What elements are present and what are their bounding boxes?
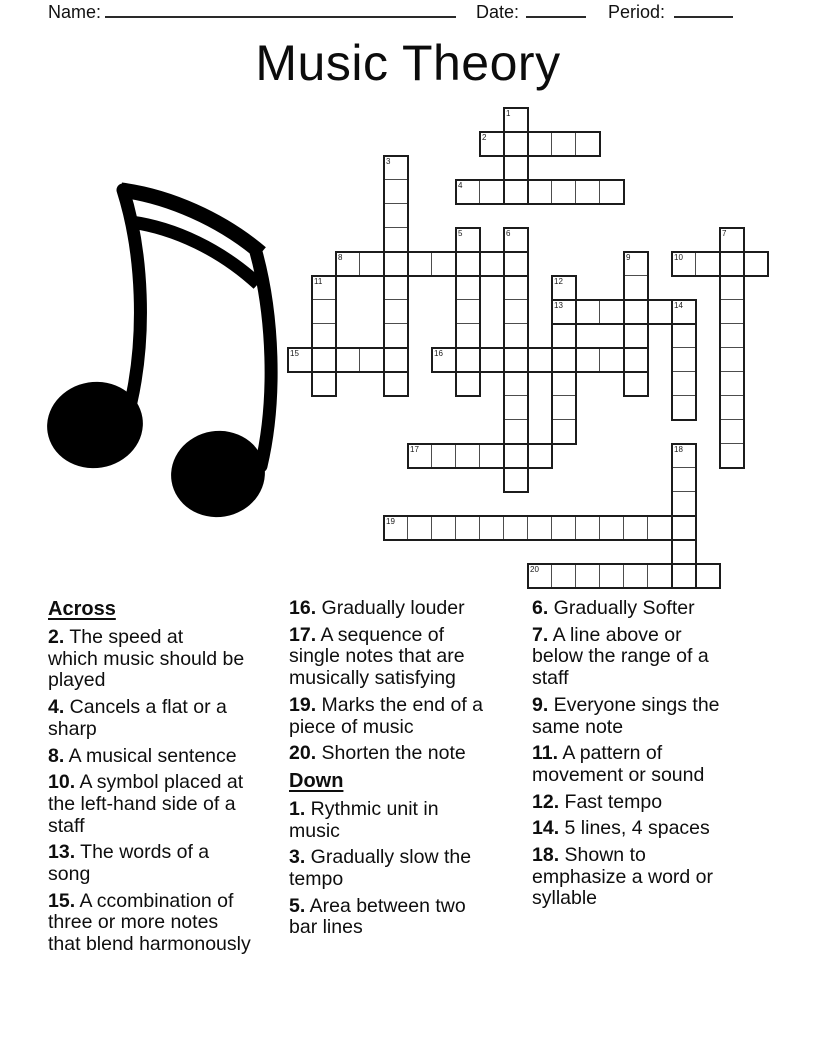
grid-cell[interactable] <box>552 564 576 588</box>
grid-cell[interactable] <box>720 228 744 252</box>
grid-cell[interactable] <box>384 252 408 276</box>
cell-number-9: 9 <box>626 253 631 262</box>
grid-cell[interactable] <box>600 516 624 540</box>
grid-cell[interactable] <box>504 348 528 372</box>
grid-cell[interactable] <box>600 564 624 588</box>
grid-cell[interactable] <box>672 468 696 492</box>
clue-column-across <box>48 598 298 961</box>
grid-cell[interactable] <box>480 444 504 468</box>
cell-number-2: 2 <box>482 133 487 142</box>
clue-item-15: 15. A ccombination of three or more notes that blend harmonously <box>48 889 251 956</box>
clue-number: 16. <box>289 597 317 619</box>
grid-cell[interactable] <box>456 324 480 348</box>
grid-cell[interactable] <box>624 348 648 372</box>
grid-cell[interactable] <box>600 348 624 372</box>
grid-cell[interactable] <box>336 348 360 372</box>
cell-number-5: 5 <box>458 229 463 238</box>
grid-cell[interactable] <box>384 156 408 180</box>
grid-cell[interactable] <box>480 516 504 540</box>
grid-cell[interactable] <box>504 156 528 180</box>
cell-number-11: 11 <box>314 277 323 286</box>
grid-cell[interactable] <box>552 372 576 396</box>
grid-cell[interactable] <box>432 348 456 372</box>
clue-number: 2. <box>48 626 65 648</box>
grid-cell[interactable] <box>456 228 480 252</box>
grid-cell[interactable] <box>552 276 576 300</box>
clue-number: 4. <box>48 696 65 719</box>
clue-item-9: 9. Everyone sings the same note <box>532 693 720 738</box>
clue-column-middle <box>289 598 531 944</box>
clue-item-12: 12. Fast tempo <box>532 790 663 813</box>
grid-cell[interactable] <box>648 564 672 588</box>
grid-cell[interactable] <box>480 132 504 156</box>
clue-number: 7. <box>532 623 549 646</box>
page-title: Music Theory <box>255 35 561 91</box>
grid-cell[interactable] <box>624 300 648 324</box>
grid-cell[interactable] <box>576 132 600 156</box>
grid-cell[interactable] <box>312 300 336 324</box>
clue-number: 14. <box>532 817 560 840</box>
grid-cell[interactable] <box>720 252 744 276</box>
clue-item-8: 8. A musical sentence <box>48 744 237 767</box>
cell-number-17: 17 <box>410 445 419 454</box>
grid-cell[interactable] <box>648 300 672 324</box>
grid-cell[interactable] <box>720 276 744 300</box>
clue-number: 15. <box>48 889 76 912</box>
grid-cell[interactable] <box>672 492 696 516</box>
grid-cell[interactable] <box>504 444 528 468</box>
grid-cell[interactable] <box>456 444 480 468</box>
clue-number: 11. <box>532 742 559 765</box>
grid-cell[interactable] <box>504 420 528 444</box>
grid-cell[interactable] <box>624 324 648 348</box>
clue-heading-down: Down <box>289 769 344 792</box>
grid-cell[interactable] <box>720 372 744 396</box>
grid-cell[interactable] <box>312 372 336 396</box>
grid-cell[interactable] <box>552 516 576 540</box>
grid-cell[interactable] <box>672 444 696 468</box>
grid-cell[interactable] <box>672 540 696 564</box>
date-label: Date: <box>476 2 520 22</box>
grid-cell[interactable] <box>648 516 672 540</box>
cell-number-7: 7 <box>722 229 727 238</box>
clue-item-17: 17. A sequence of single notes that are musically satisfying <box>289 623 465 690</box>
clue-item-18: 18. Shown to emphasize a word or syllable <box>532 844 714 910</box>
cell-number-3: 3 <box>386 157 391 166</box>
grid-cell[interactable] <box>528 132 552 156</box>
grid-cell[interactable] <box>672 564 696 588</box>
clue-item-6: 6. Gradually Softer <box>532 597 695 619</box>
clue-number: 9. <box>532 693 549 716</box>
clue-number: 1. <box>289 797 306 820</box>
grid-cell[interactable] <box>720 348 744 372</box>
grid-cell[interactable] <box>312 276 336 300</box>
grid-cell[interactable] <box>672 396 696 420</box>
cell-number-15: 15 <box>290 349 299 358</box>
grid-cell[interactable] <box>576 180 600 204</box>
grid-cell[interactable] <box>624 564 648 588</box>
clue-number: 13. <box>48 841 76 864</box>
crossword-grid <box>288 108 770 590</box>
grid-cell[interactable] <box>576 348 600 372</box>
clue-number: 8. <box>48 744 65 767</box>
grid-cell[interactable] <box>624 276 648 300</box>
grid-cell[interactable] <box>384 276 408 300</box>
cell-number-6: 6 <box>506 229 511 238</box>
grid-cell[interactable] <box>576 564 600 588</box>
grid-cell[interactable] <box>576 516 600 540</box>
grid-cell[interactable] <box>456 252 480 276</box>
period-blank-line[interactable] <box>674 0 733 18</box>
grid-cell[interactable] <box>408 516 432 540</box>
grid-cell[interactable] <box>384 300 408 324</box>
clue-number: 20. <box>289 742 317 765</box>
grid-cell[interactable] <box>480 252 504 276</box>
grid-cell[interactable] <box>336 252 360 276</box>
grid-cell[interactable] <box>504 228 528 252</box>
grid-cell[interactable] <box>312 348 336 372</box>
grid-cell[interactable] <box>504 300 528 324</box>
clue-item-20: 20. Shorten the note <box>289 742 466 765</box>
grid-cell[interactable] <box>672 300 696 324</box>
grid-cell[interactable] <box>720 300 744 324</box>
grid-cell[interactable] <box>312 324 336 348</box>
clue-item-5: 5. Area between two bar lines <box>289 894 466 939</box>
clue-item-4: 4. Cancels a flat or a sharp <box>48 696 227 740</box>
grid-cell[interactable] <box>552 324 576 348</box>
grid-cell[interactable] <box>528 348 552 372</box>
clue-item-11: 11. A pattern of movement or sound <box>532 742 705 786</box>
grid-cell[interactable] <box>456 348 480 372</box>
grid-cell[interactable] <box>528 444 552 468</box>
grid-cell[interactable] <box>552 396 576 420</box>
grid-cell[interactable] <box>552 420 576 444</box>
clue-item-19: 19. Marks the end of a piece of music <box>289 693 484 738</box>
grid-cell[interactable] <box>456 300 480 324</box>
grid-cell[interactable] <box>552 132 576 156</box>
grid-cell[interactable] <box>504 132 528 156</box>
grid-cell[interactable] <box>456 180 480 204</box>
grid-cell[interactable] <box>744 252 768 276</box>
grid-cell[interactable] <box>384 372 408 396</box>
grid-cell[interactable] <box>552 348 576 372</box>
cell-number-8: 8 <box>338 253 343 262</box>
grid-cell[interactable] <box>456 276 480 300</box>
grid-cell[interactable] <box>504 180 528 204</box>
clue-item-3: 3. Gradually slow the tempo <box>289 846 472 891</box>
date-blank-line[interactable] <box>526 0 586 18</box>
grid-cell[interactable] <box>384 516 408 540</box>
clue-item-13: 13. The words of a song <box>48 841 210 886</box>
grid-cell[interactable] <box>480 348 504 372</box>
grid-cell[interactable] <box>624 516 648 540</box>
grid-cell[interactable] <box>672 516 696 540</box>
grid-cell[interactable] <box>552 180 576 204</box>
grid-cell[interactable] <box>600 180 624 204</box>
clue-number: 10. <box>48 771 76 794</box>
grid-cell[interactable] <box>624 252 648 276</box>
cell-number-14: 14 <box>674 301 683 310</box>
grid-cell[interactable] <box>624 372 648 396</box>
grid-cell[interactable] <box>672 372 696 396</box>
grid-cell[interactable] <box>720 420 744 444</box>
grid-cell[interactable] <box>528 180 552 204</box>
clue-number: 3. <box>289 846 306 869</box>
grid-cell[interactable] <box>384 180 408 204</box>
grid-cell[interactable] <box>504 252 528 276</box>
clue-item-2: 2. The speed at which music should be played <box>48 626 245 692</box>
clue-number: 19. <box>289 693 317 716</box>
name-blank-line[interactable] <box>105 0 456 18</box>
grid-cell[interactable] <box>528 564 552 588</box>
grid-cell[interactable] <box>600 300 624 324</box>
clue-item-14: 14. 5 lines, 4 spaces <box>532 817 710 840</box>
grid-cell[interactable] <box>720 444 744 468</box>
grid-cell[interactable] <box>288 348 312 372</box>
grid-cell[interactable] <box>696 252 720 276</box>
clue-item-1: 1. Rythmic unit in music <box>289 797 439 842</box>
grid-cell[interactable] <box>384 324 408 348</box>
grid-cell[interactable] <box>504 372 528 396</box>
grid-cell[interactable] <box>552 300 576 324</box>
clue-number: 12. <box>532 790 560 813</box>
clue-number: 5. <box>289 894 306 917</box>
grid-cell[interactable] <box>504 468 528 492</box>
grid-cell[interactable] <box>360 252 384 276</box>
grid-cell[interactable] <box>384 348 408 372</box>
grid-cell[interactable] <box>384 204 408 228</box>
clue-number: 17. <box>289 623 317 646</box>
grid-cell[interactable] <box>384 228 408 252</box>
grid-cell[interactable] <box>528 516 552 540</box>
grid-cell[interactable] <box>408 444 432 468</box>
cell-number-16: 16 <box>434 349 443 358</box>
grid-cell[interactable] <box>720 396 744 420</box>
grid-cell[interactable] <box>504 324 528 348</box>
cell-number-18: 18 <box>674 445 683 454</box>
grid-cell[interactable] <box>504 516 528 540</box>
grid-cell[interactable] <box>456 516 480 540</box>
grid-cell[interactable] <box>408 252 432 276</box>
cell-number-13: 13 <box>554 301 563 310</box>
grid-cell[interactable] <box>360 348 384 372</box>
clue-item-7: 7. A line above or below the range of a staff <box>532 623 709 690</box>
cell-number-12: 12 <box>554 277 563 286</box>
cell-number-20: 20 <box>530 565 539 574</box>
clue-item-10: 10. A symbol placed at the left-hand side of a staff <box>48 771 244 837</box>
grid-cell[interactable] <box>504 276 528 300</box>
period-label: Period: <box>608 2 666 22</box>
grid-cell[interactable] <box>456 372 480 396</box>
grid-cell[interactable] <box>504 396 528 420</box>
cell-number-4: 4 <box>458 181 463 190</box>
grid-cell[interactable] <box>480 180 504 204</box>
grid-cell[interactable] <box>432 444 456 468</box>
clue-item-16: 16. Gradually louder <box>289 597 465 619</box>
grid-cell[interactable] <box>672 252 696 276</box>
clue-column-down <box>532 598 776 915</box>
cell-number-1: 1 <box>506 109 511 118</box>
grid-cell[interactable] <box>672 348 696 372</box>
grid-cell[interactable] <box>696 564 720 588</box>
cell-number-10: 10 <box>674 253 683 262</box>
cell-number-19: 19 <box>386 517 395 526</box>
grid-cell[interactable] <box>672 324 696 348</box>
name-label: Name: <box>48 2 102 22</box>
clue-heading-across: Across <box>48 598 116 620</box>
grid-cell[interactable] <box>576 300 600 324</box>
grid-cell[interactable] <box>720 324 744 348</box>
music-note-icon <box>40 172 290 540</box>
grid-cell[interactable] <box>432 516 456 540</box>
clue-number: 18. <box>532 844 560 867</box>
grid-cell[interactable] <box>432 252 456 276</box>
grid-cell[interactable] <box>504 108 528 132</box>
clue-number: 6. <box>532 597 549 619</box>
